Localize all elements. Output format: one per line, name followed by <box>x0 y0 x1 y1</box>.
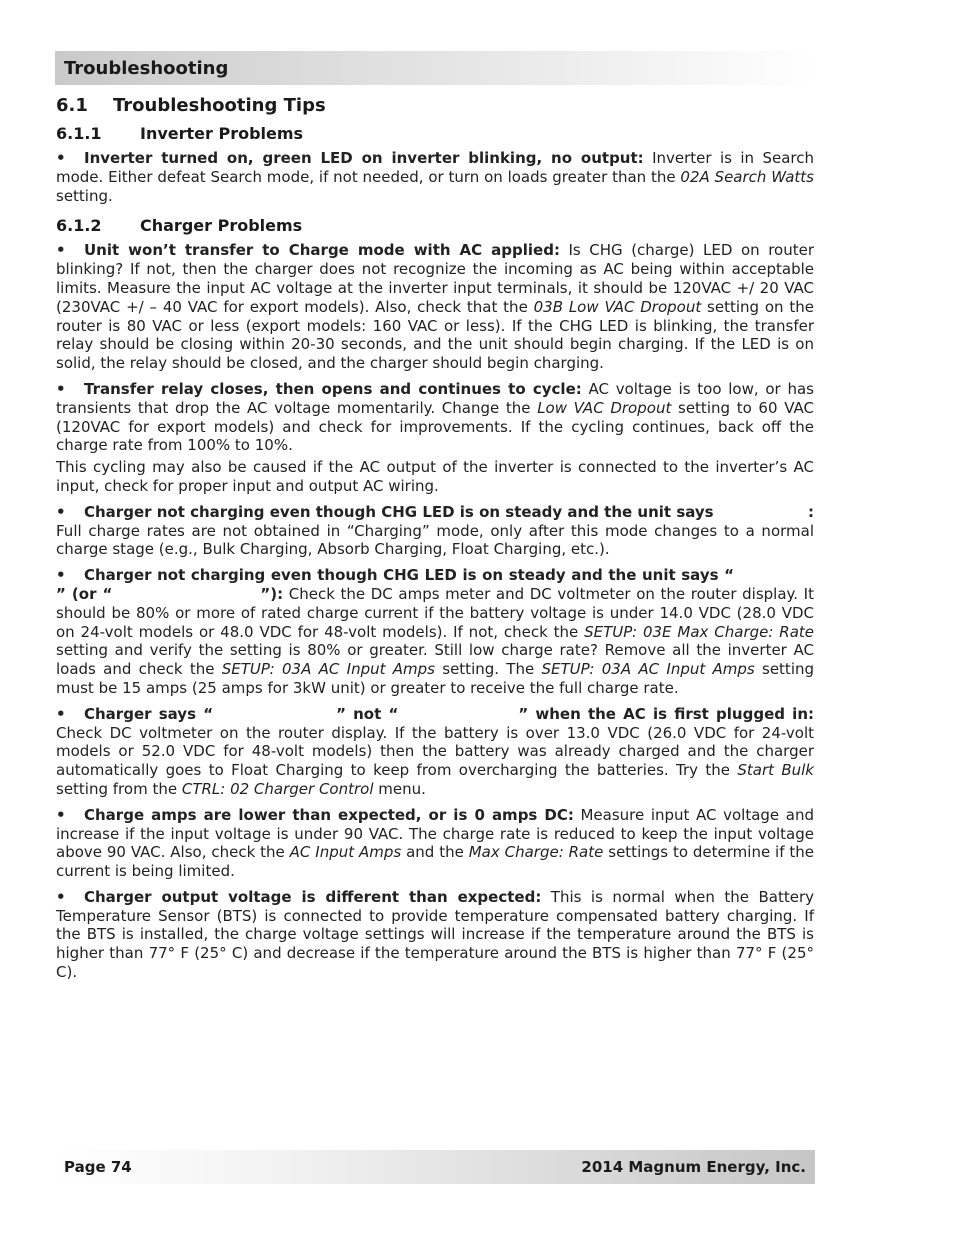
item-text: settings to determine if the current is being limited. <box>56 843 815 881</box>
item-lead: ”): <box>260 584 284 603</box>
item-text: menu. <box>373 779 426 798</box>
item-text: Is CHG (charge) LED on router blinking? If not, then the charger does not recognize the incoming as AC being within acceptable limits. Measure the input AC voltage at the inverter input terminals, it should be 120VAC +/ 20 VAC (230VAC +/ – 40 VAC for export models). Also, check that the <box>56 241 814 316</box>
item-setting-ref: Low VAC Dropout <box>537 398 672 417</box>
item-setting-ref: 02A Search Watts <box>680 167 815 186</box>
bullet-icon: • <box>56 566 66 585</box>
section-header-bar <box>55 51 815 85</box>
item-text: Full charge rates are not obtained in “Charging” mode, only after this mode changes to a normal charge stage (e.g., Bulk Charging, Absorb Charging, Float Charging, etc.). <box>56 521 814 559</box>
item-setting-ref: CTRL: 02 Charger Control <box>181 779 374 798</box>
item-text: setting. The <box>434 660 542 679</box>
bullet-icon: • <box>56 379 66 398</box>
item-lead: ” not “ <box>336 704 399 723</box>
bullet-icon: • <box>56 241 66 260</box>
item-setting-ref: Max Charge: Rate <box>468 843 604 862</box>
charger-item-5 <box>56 705 814 799</box>
item-lead: Transfer relay closes, then opens and continues to cycle: <box>84 379 582 398</box>
section-title: Troubleshooting Tips <box>113 95 326 116</box>
item-lead: Charger says “ <box>84 704 214 723</box>
item-text: This is normal when the Battery Temperature Sensor (BTS) is connected to provide temperature compensated battery charging. If the BTS is installed, the charge voltage settings will increase if the temperature around the BTS is higher than 77° F (25° C) and decrease if the temperature around the BTS is higher than 77° F (25° C). <box>56 887 815 982</box>
charger-item-1 <box>56 241 814 373</box>
item-text: setting and verify the setting is 80% or greater. Still low charge rate? Remove all the inverter AC loads and check the <box>56 641 814 679</box>
item-text: Check DC voltmeter on the router display. If the battery is over 13.0 VDC (26.0 VDC for 24-volt models or 52.0 VDC for 48-volt models) then the battery was already charged and the charger automatically goes to Float Charging to keep from overcharging the batteries. Try the <box>56 723 814 780</box>
section-heading <box>56 94 814 118</box>
item-text: Inverter is in Search mode. Either defeat Search mode, if not needed, or turn on loads greater than the <box>56 149 814 186</box>
item-lead: Charge amps are lower than expected, or is 0 amps DC: <box>84 805 574 824</box>
item-setting-ref: 03B Low VAC Dropout <box>533 297 702 316</box>
subsection-heading-charger <box>56 215 814 237</box>
item-lead: Charger not charging even though CHG LED is on steady and the unit says “ <box>84 566 734 585</box>
item-lead-end: : <box>808 502 814 521</box>
item-text: and the <box>401 843 469 862</box>
item-lead: Inverter turned on, green LED on inverter blinking, no output: <box>84 149 644 167</box>
item-text: Check the DC amps meter and DC voltmeter on the router display. It should be 80% or more of rated charge current if the battery voltage is under 14.0 VDC (28.0 VDC on 24-volt models or 48.0 VDC for 48-volt models). If not, check the <box>56 584 814 641</box>
item-lead: ” when the AC is first plugged in: <box>518 704 814 723</box>
charger-item-3 <box>56 503 814 559</box>
bullet-icon: • <box>56 805 66 824</box>
page-footer-bar <box>55 1150 815 1184</box>
charger-item-2 <box>56 380 814 455</box>
subsection-heading-inverter <box>56 123 814 145</box>
item-text: setting. <box>56 186 113 205</box>
item-setting-ref: AC Input Amps <box>289 843 402 862</box>
page-number: Page 74 <box>64 1158 132 1176</box>
charger-item-7 <box>56 888 814 982</box>
item-text: setting to 60 VAC (120VAC for export models) and check for improvements. If the cycling continues, back off the charge rate from 100% to 10%. <box>56 398 814 455</box>
subsection-number: 6.1.2 <box>56 216 102 236</box>
subsection-title: Inverter Problems <box>140 124 304 143</box>
item-lead: ” (or “ <box>56 584 113 603</box>
item-text: setting must be 15 amps (25 amps for 3kW unit) or greater to receive the full charge rate. <box>56 660 815 697</box>
charger-item-4 <box>56 566 814 698</box>
section-number: 6.1 <box>56 95 88 116</box>
footer-copyright: 2014 Magnum Energy, Inc. <box>581 1158 806 1176</box>
item-lead: Charger not charging even though CHG LED is on steady and the unit says <box>84 502 714 521</box>
bullet-icon: • <box>56 704 66 723</box>
item-text: setting on the router is 80 VAC or less (export models: 160 VAC or less). If the CHG LED is blinking, the transfer relay should be closing within 20-30 seconds, and the unit should begin charging. If the LED is on solid, the relay should be closed, and the charger should begin charging. <box>56 297 814 373</box>
item-lead: Charger output voltage is different than expected: <box>84 887 542 906</box>
item-text: setting from the <box>56 779 182 798</box>
item-setting-ref: SETUP: 03E Max Charge: Rate <box>584 622 814 641</box>
item-setting-ref: Start Bulk <box>737 761 814 780</box>
inverter-item <box>56 149 814 205</box>
item-setting-ref: SETUP: 03A AC Input Amps <box>541 660 755 679</box>
page-content <box>56 94 814 989</box>
bullet-icon: • <box>56 149 66 167</box>
charger-item-6 <box>56 806 814 881</box>
item-text: Measure input AC voltage and increase if the input voltage is under 90 VAC. The charge rate is reduced to keep the input voltage above 90 VAC. Also, check the <box>56 805 814 862</box>
bullet-icon: • <box>56 502 66 521</box>
charger-item-2-note: This cycling may also be caused if the AC output of the inverter is connected to the inverter’s AC input, check for proper input and output AC wiring. <box>56 458 814 495</box>
item-lead: Unit won’t transfer to Charge mode with AC applied: <box>84 241 560 260</box>
item-text: AC voltage is too low, or has transients that drop the AC voltage momentarily. Change the <box>56 379 814 417</box>
subsection-number: 6.1.1 <box>56 124 102 143</box>
bullet-icon: • <box>56 887 66 906</box>
subsection-title: Charger Problems <box>140 216 303 236</box>
section-header-title: Troubleshooting <box>64 58 229 79</box>
item-setting-ref: SETUP: 03A AC Input Amps <box>221 660 435 679</box>
